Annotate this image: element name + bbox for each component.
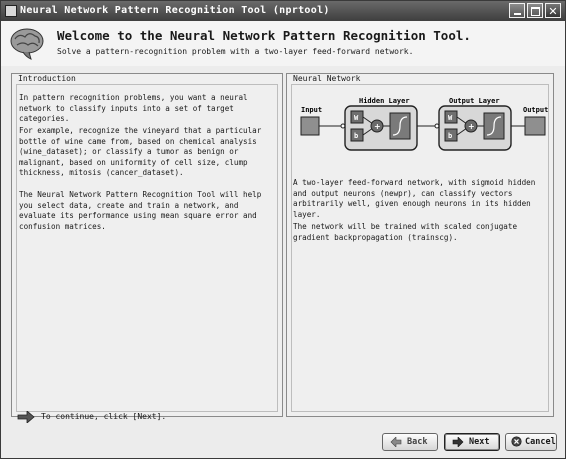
- page-title: Welcome to the Neural Network Pattern Recognition Tool.: [57, 28, 471, 43]
- diagram-output-label: Output: [523, 106, 549, 114]
- close-button[interactable]: [545, 3, 561, 18]
- hidden-weight-label: W: [354, 114, 359, 122]
- page-subtitle: Solve a pattern-recognition problem with a two-layer feed-forward network.: [57, 47, 414, 56]
- minimize-icon: [514, 13, 521, 15]
- arrow-left-icon: [390, 437, 402, 447]
- diagram-input-label: Input: [301, 106, 323, 114]
- close-icon: ✕: [548, 5, 558, 18]
- maximize-icon: [531, 7, 540, 16]
- maximize-button[interactable]: [527, 3, 543, 18]
- diagram-hidden-label: Hidden Layer: [359, 97, 410, 105]
- cancel-icon: [511, 436, 522, 447]
- output-bias-label: b: [448, 132, 453, 140]
- intro-paragraph-3: The Neural Network Pattern Recognition Tool will help you select data, create and train a network, and evaluate its performance using mean square error and confusion matrices.: [19, 190, 262, 231]
- back-button[interactable]: [382, 433, 438, 451]
- network-paragraph-1: A two-layer feed-forward network, with sigmoid hidden and output neurons (newpr), can classify vectors arbitrarily well, given enough neurons in its hidden layer.: [293, 178, 536, 219]
- input-block: [301, 117, 319, 135]
- cancel-button[interactable]: [505, 433, 557, 451]
- neural-network-legend: Neural Network: [293, 74, 361, 83]
- continue-text: To continue, click [Next].: [41, 412, 167, 421]
- output-weight-label: W: [448, 114, 453, 122]
- next-button[interactable]: [444, 433, 500, 451]
- window-title: Neural Network Pattern Recognition Tool (nprtool): [20, 5, 330, 16]
- brain-icon: [9, 25, 45, 61]
- intro-paragraph-1: In pattern recognition problems, you want a neural network to classify inputs into a set of target categories.: [19, 93, 248, 124]
- minimize-button[interactable]: [509, 3, 525, 18]
- app-icon: [5, 5, 17, 17]
- intro-paragraph-2: For example, recognize the vineyard that a particular bottle of wine came from, based on chemical analysis (wine_dataset); or classify a tumor as benign or malignant, based on uniformity of cell size, clump thickness, mitosis (cancer_dataset).: [19, 126, 262, 178]
- output-block: [525, 117, 545, 135]
- diagram-output-layer-label: Output Layer: [449, 97, 500, 105]
- hidden-sum-icon: +: [374, 122, 381, 131]
- network-diagram: [293, 91, 551, 167]
- arrow-right-icon: [17, 411, 35, 423]
- network-paragraph-2: The network will be trained with scaled conjugate gradient backpropagation (trainscg).: [293, 222, 518, 242]
- introduction-legend: Introduction: [18, 74, 76, 83]
- arrow-right-icon: [452, 437, 464, 447]
- title-bar: [1, 1, 565, 21]
- cancel-button-label: Cancel: [525, 437, 556, 447]
- next-button-label: Next: [469, 437, 490, 447]
- hidden-bias-label: b: [354, 132, 359, 140]
- output-sum-icon: +: [468, 122, 475, 131]
- back-button-label: Back: [407, 437, 428, 447]
- welcome-header: [1, 21, 565, 66]
